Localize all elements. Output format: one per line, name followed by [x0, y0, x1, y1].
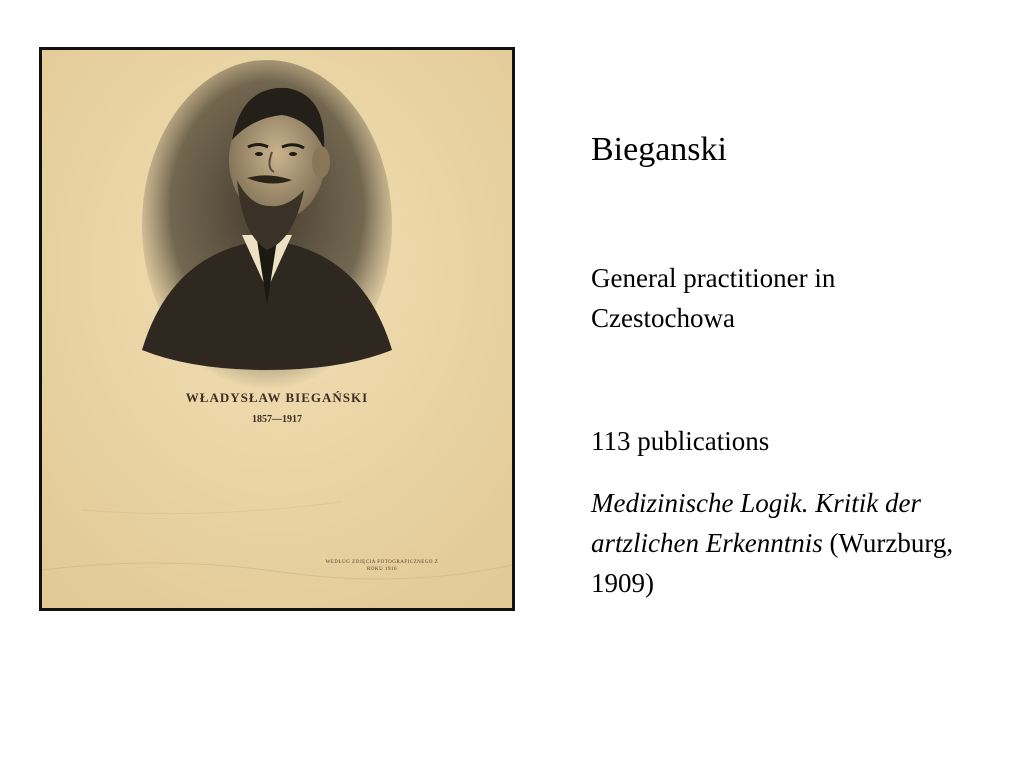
book-title: Medizinische Logik. Kritik der artzlichen Erkenntnis: [591, 488, 921, 558]
slide-title: Bieganski: [591, 131, 727, 168]
portrait-image: [39, 47, 515, 611]
role-text: General practitioner in Czestochowa: [591, 263, 836, 333]
portrait-caption-years: 1857—1917: [252, 414, 302, 425]
book-place: (Wurzburg, 1909): [591, 528, 954, 598]
portrait-engraving: [42, 50, 512, 608]
book-citation: [591, 483, 1001, 603]
photo-credit: WEDŁUG ZDJĘCIA FOTOGRAFICZNEGO Z ROKU 1916: [325, 560, 439, 572]
publications-count: 113 publications: [591, 426, 770, 456]
portrait-caption-name: WŁADYSŁAW BIEGAŃSKI: [185, 390, 369, 405]
